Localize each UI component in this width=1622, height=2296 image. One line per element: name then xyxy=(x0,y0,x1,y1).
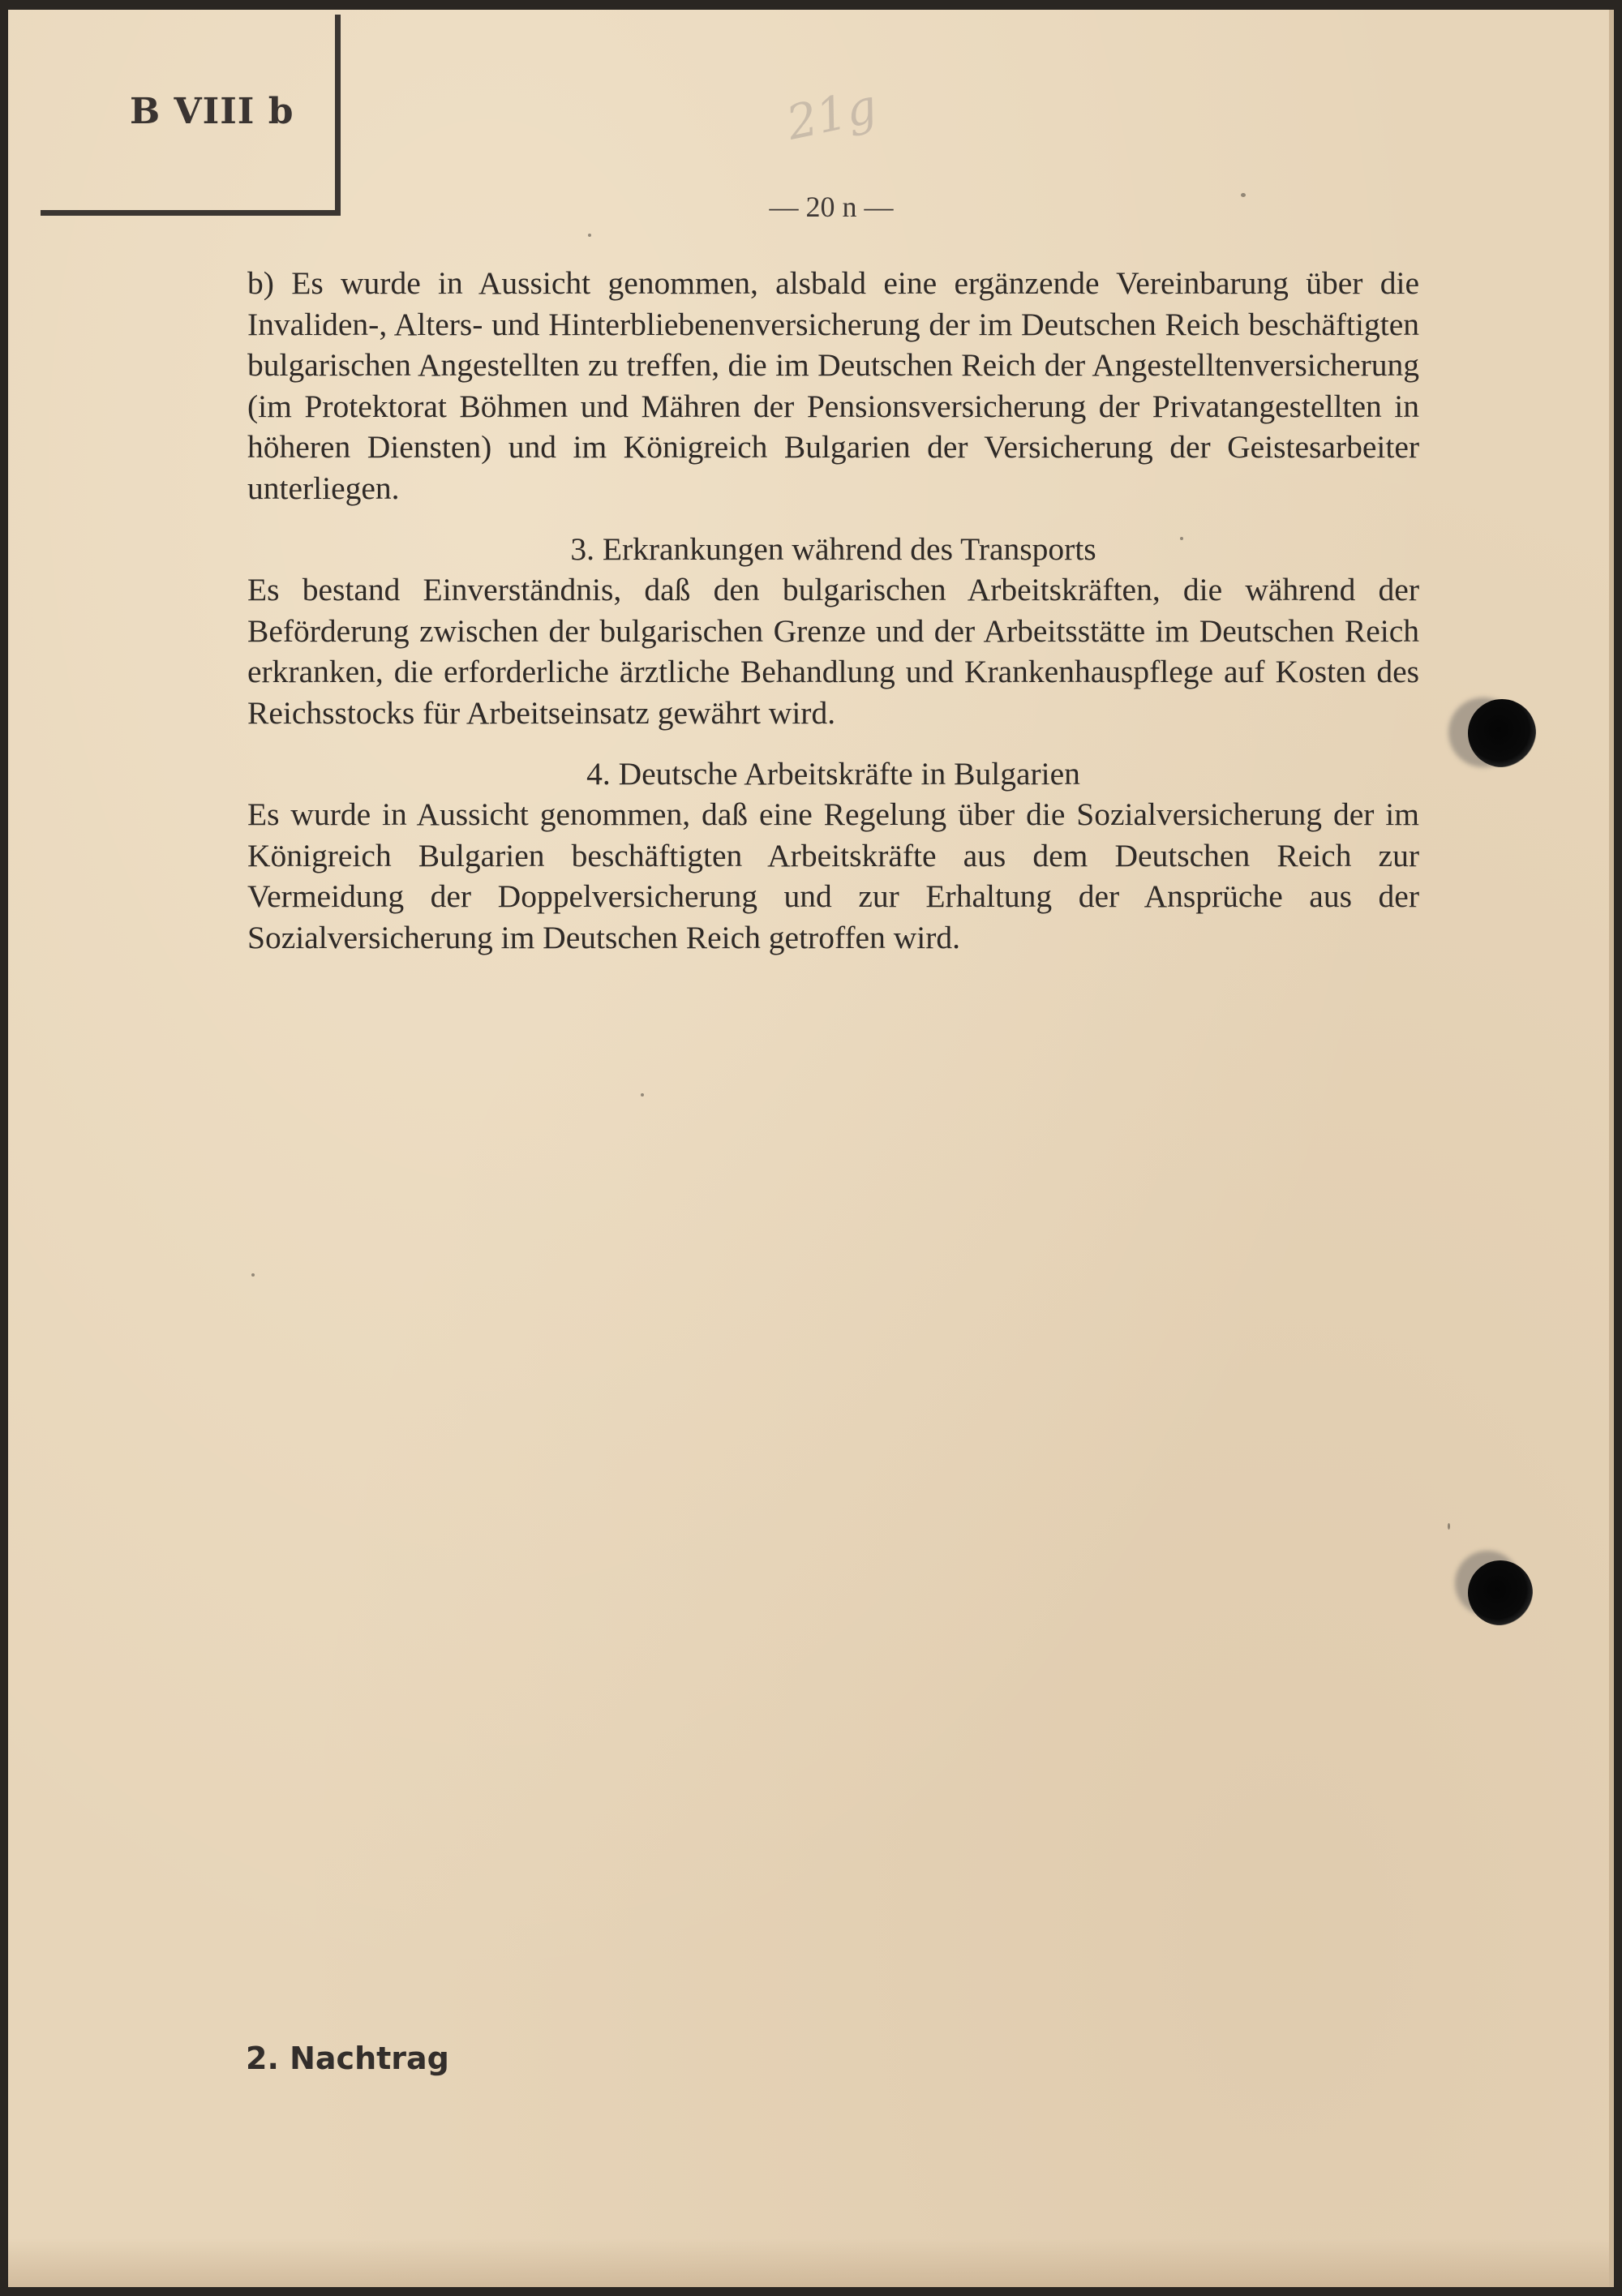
paper-speck xyxy=(588,234,591,237)
punch-hole-top xyxy=(1468,699,1536,767)
page-edge-shading xyxy=(8,2238,1609,2287)
section-heading-4: 4. Deutsche Arbeitskräfte in Bulgarien xyxy=(586,755,1080,792)
section-paragraph-4: Es wurde in Aussicht genommen, daß eine Regelung über die Sozialversicherung der im Königreich Bulgarien beschäftigten Arbeitskräfte aus dem Deutschen Reich zur Vermeidung der Doppelversicherung und zur Erhaltung der Ansprüche aus der Sozialversicherung im Deutschen Reich getroffen wird. xyxy=(247,796,1419,955)
section-paragraph-3: Es bestand Einverständnis, daß den bulgarischen Arbeitskräften, die während der Beförderung zwischen der bulgarischen Grenze und der Arbeitsstätte im Deutschen Reich erkranken, die erforderliche ärztliche Behandlung und Krankenhauspflege auf Kosten des Reichsstocks für Arbeitseinsatz gewährt wird. xyxy=(247,572,1419,731)
pencil-annotation: 21g xyxy=(782,78,882,151)
section-heading-3: 3. Erkrankungen während des Transports xyxy=(570,530,1096,567)
ledger-label: B VIII b xyxy=(130,91,294,132)
body-text xyxy=(247,263,1419,959)
document-page xyxy=(8,10,1614,2287)
paper-speck xyxy=(251,1273,255,1277)
punch-hole-bottom xyxy=(1468,1560,1533,1625)
paper-speck xyxy=(1241,193,1246,197)
footer-label: 2. Nachtrag xyxy=(246,2041,449,2076)
intro-paragraph: b) Es wurde in Aussicht genommen, alsbald eine ergänzende Vereinbarung über die Invaliden-, Alters- und Hinterbliebenenversicherung der im Deutschen Reich beschäftigten bulgarischen Angestellten zu treffen, die im Deutschen Reich der Angestelltenversicherung (im Protektorat Böhmen und Mähren der Pensionsversicherung der Privatangestellten in höheren Diensten) und im Königreich Bulgarien der Versicherung der Geistesarbeiter unterliegen. xyxy=(247,265,1419,506)
paper-speck xyxy=(1448,1523,1450,1530)
paper-speck xyxy=(1180,537,1183,540)
paper-speck xyxy=(641,1093,644,1097)
page-number: — 20 n — xyxy=(769,191,894,223)
